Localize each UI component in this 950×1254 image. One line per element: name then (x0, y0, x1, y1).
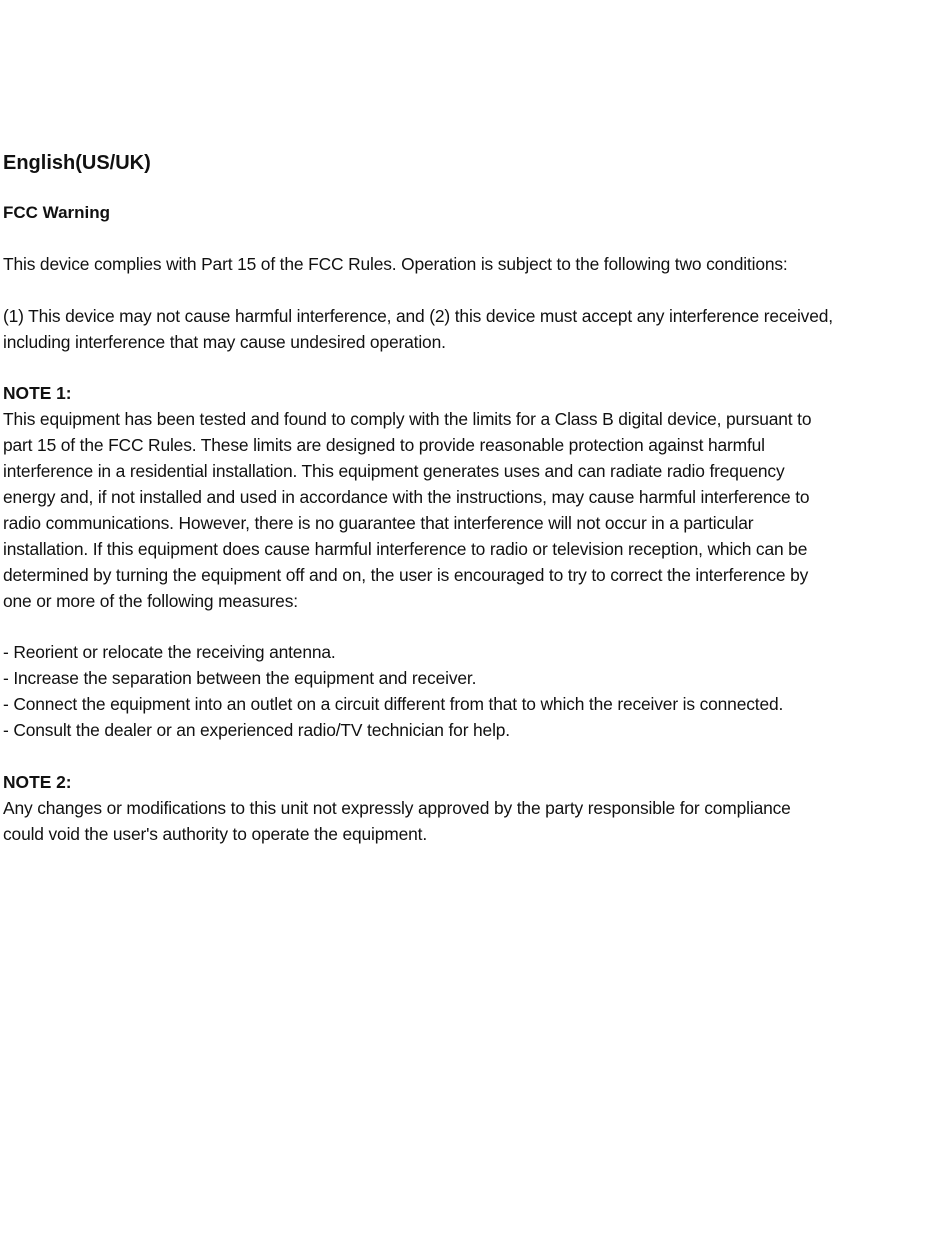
note2-line: could void the user's authority to operate the equipment. (3, 823, 428, 844)
conditions-paragraph (3, 304, 947, 356)
note2-paragraph (3, 796, 947, 848)
note2-line: Any changes or modifications to this unit not expressly approved by the party responsible for compliance (3, 797, 791, 818)
intro-line: This device complies with Part 15 of the FCC Rules. Operation is subject to the following two conditions: (3, 253, 788, 274)
note1-line: one or more of the following measures: (3, 590, 298, 611)
measure-item: - Reorient or relocate the receiving antenna. (3, 642, 336, 663)
note1-line: energy and, if not installed and used in accordance with the instructions, may cause harmful interference to (3, 487, 810, 508)
note2-label: NOTE 2: (3, 771, 72, 792)
fcc-document (3, 148, 947, 848)
conditions-line: (1) This device may not cause harmful interference, and (2) this device must accept any interference received, (3, 305, 833, 326)
note1-line: determined by turning the equipment off and on, the user is encouraged to try to correct the interference by (3, 564, 809, 585)
note1-line: interference in a residential installation. This equipment generates uses and can radiate radio frequency (3, 461, 785, 482)
spacer (3, 356, 947, 382)
note1-line: This equipment has been tested and found to comply with the limits for a Class B digital device, pursuant to (3, 409, 812, 430)
measure-item: - Increase the separation between the equipment and receiver. (3, 668, 477, 689)
measure-item: - Consult the dealer or an experienced radio/TV technician for help. (3, 720, 510, 741)
note1-label: NOTE 1: (3, 383, 72, 404)
note1-line: part 15 of the FCC Rules. These limits are designed to provide reasonable protection against harmful (3, 435, 765, 456)
measures-list (3, 640, 947, 744)
conditions-line: including interference that may cause undesired operation. (3, 331, 446, 352)
note1-line: radio communications. However, there is no guarantee that interference will not occur in a particular (3, 512, 754, 533)
note1-paragraph (3, 407, 947, 614)
measure-item: - Connect the equipment into an outlet on a circuit different from that to which the receiver is connected. (3, 694, 784, 715)
language-heading: English(US/UK) (3, 152, 151, 174)
spacer (3, 615, 947, 641)
section-title: FCC Warning (3, 203, 111, 222)
spacer (3, 744, 947, 770)
note1-line: installation. If this equipment does cause harmful interference to radio or television reception, which can be (3, 538, 808, 559)
intro-paragraph (3, 252, 947, 278)
spacer (3, 278, 947, 304)
spacer (3, 226, 947, 252)
